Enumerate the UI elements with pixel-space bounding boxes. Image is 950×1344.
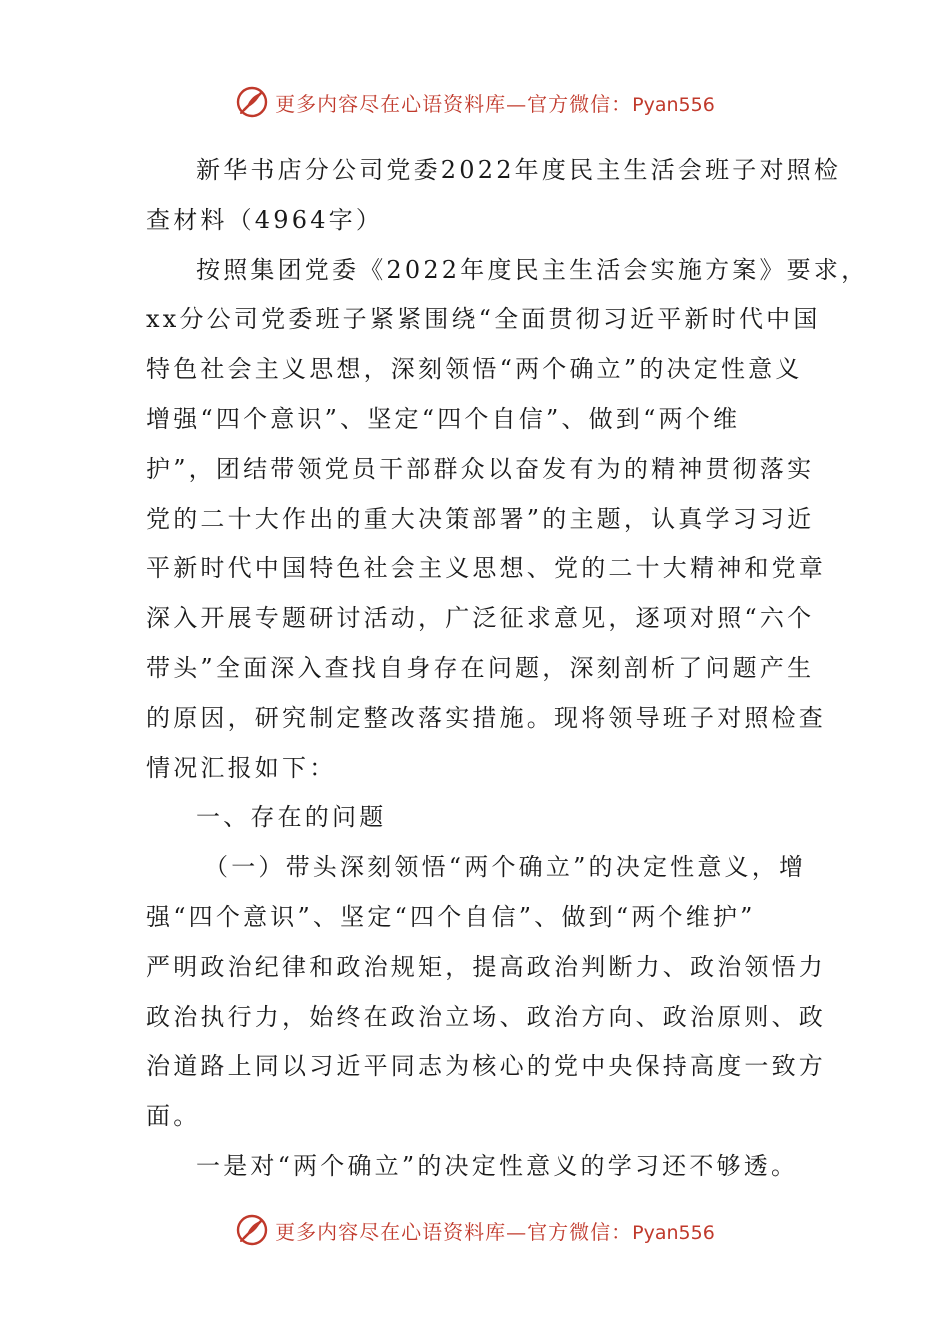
paragraph-line: 按照集团党委《2022年度民主生活会实施方案》要求， xyxy=(196,255,869,284)
paragraph-line: 情况汇报如下： xyxy=(146,753,337,782)
subsection-line: 政治执行力，始终在政治立场、政治方向、政治原则、政 xyxy=(146,1002,826,1031)
paragraph-line: 党的二十大作出的重大决策部署”的主题，认真学习习近 xyxy=(146,504,815,533)
paragraph-line: xx分公司党委班子紧紧围绕“全面贯彻习近平新时代中国 xyxy=(146,305,821,334)
paragraph-line: 的原因，研究制定整改落实措施。现将领导班子对照检查 xyxy=(146,703,826,732)
subsection-line: （一）带头深刻领悟“两个确立”的决定性意义，增 xyxy=(204,853,807,882)
paragraph-line: 平新时代中国特色社会主义思想、党的二十大精神和党章 xyxy=(146,554,826,583)
paragraph-line: 护”，团结带领党员干部群众以奋发有为的精神贯彻落实 xyxy=(146,454,815,483)
quill-logo-icon xyxy=(235,85,269,119)
section-heading: 一、存在的问题 xyxy=(196,803,387,832)
subsection-line: 治道路上同以习近平同志为核心的党中央保持高度一致方 xyxy=(146,1052,826,1081)
watermark-text: 更多内容尽在心语资料库—官方微信：Pyan556 xyxy=(275,1219,715,1244)
subsection-line: 面。 xyxy=(146,1102,201,1131)
watermark-text: 更多内容尽在心语资料库—官方微信：Pyan556 xyxy=(275,91,715,116)
document-body xyxy=(146,146,869,1192)
subsection-line: 严明政治纪律和政治规矩，提高政治判断力、政治领悟力 xyxy=(146,952,826,981)
paragraph-line: 带头”全面深入查找自身存在问题，深刻剖析了问题产生 xyxy=(146,653,815,682)
point-line: 一是对“两个确立”的决定性意义的学习还不够透。 xyxy=(196,1151,799,1180)
paragraph-line: 深入开展专题研讨活动，广泛征求意见，逐项对照“六个 xyxy=(146,604,815,633)
subsection-line: 强“四个意识”、坚定“四个自信”、做到“两个维护” xyxy=(146,902,756,931)
watermark-banner-bottom xyxy=(0,1210,950,1250)
quill-logo-icon xyxy=(235,1213,269,1247)
watermark-banner-top xyxy=(0,82,950,122)
paragraph-line: 增强“四个意识”、坚定“四个自信”、做到“两个维 xyxy=(146,404,741,433)
document-title-line-1: 新华书店分公司党委2022年度民主生活会班子对照检 xyxy=(196,156,842,184)
document-title-line-2: 查材料（4964字） xyxy=(146,205,384,234)
paragraph-line: 特色社会主义思想，深刻领悟“两个确立”的决定性意义 xyxy=(146,355,803,384)
